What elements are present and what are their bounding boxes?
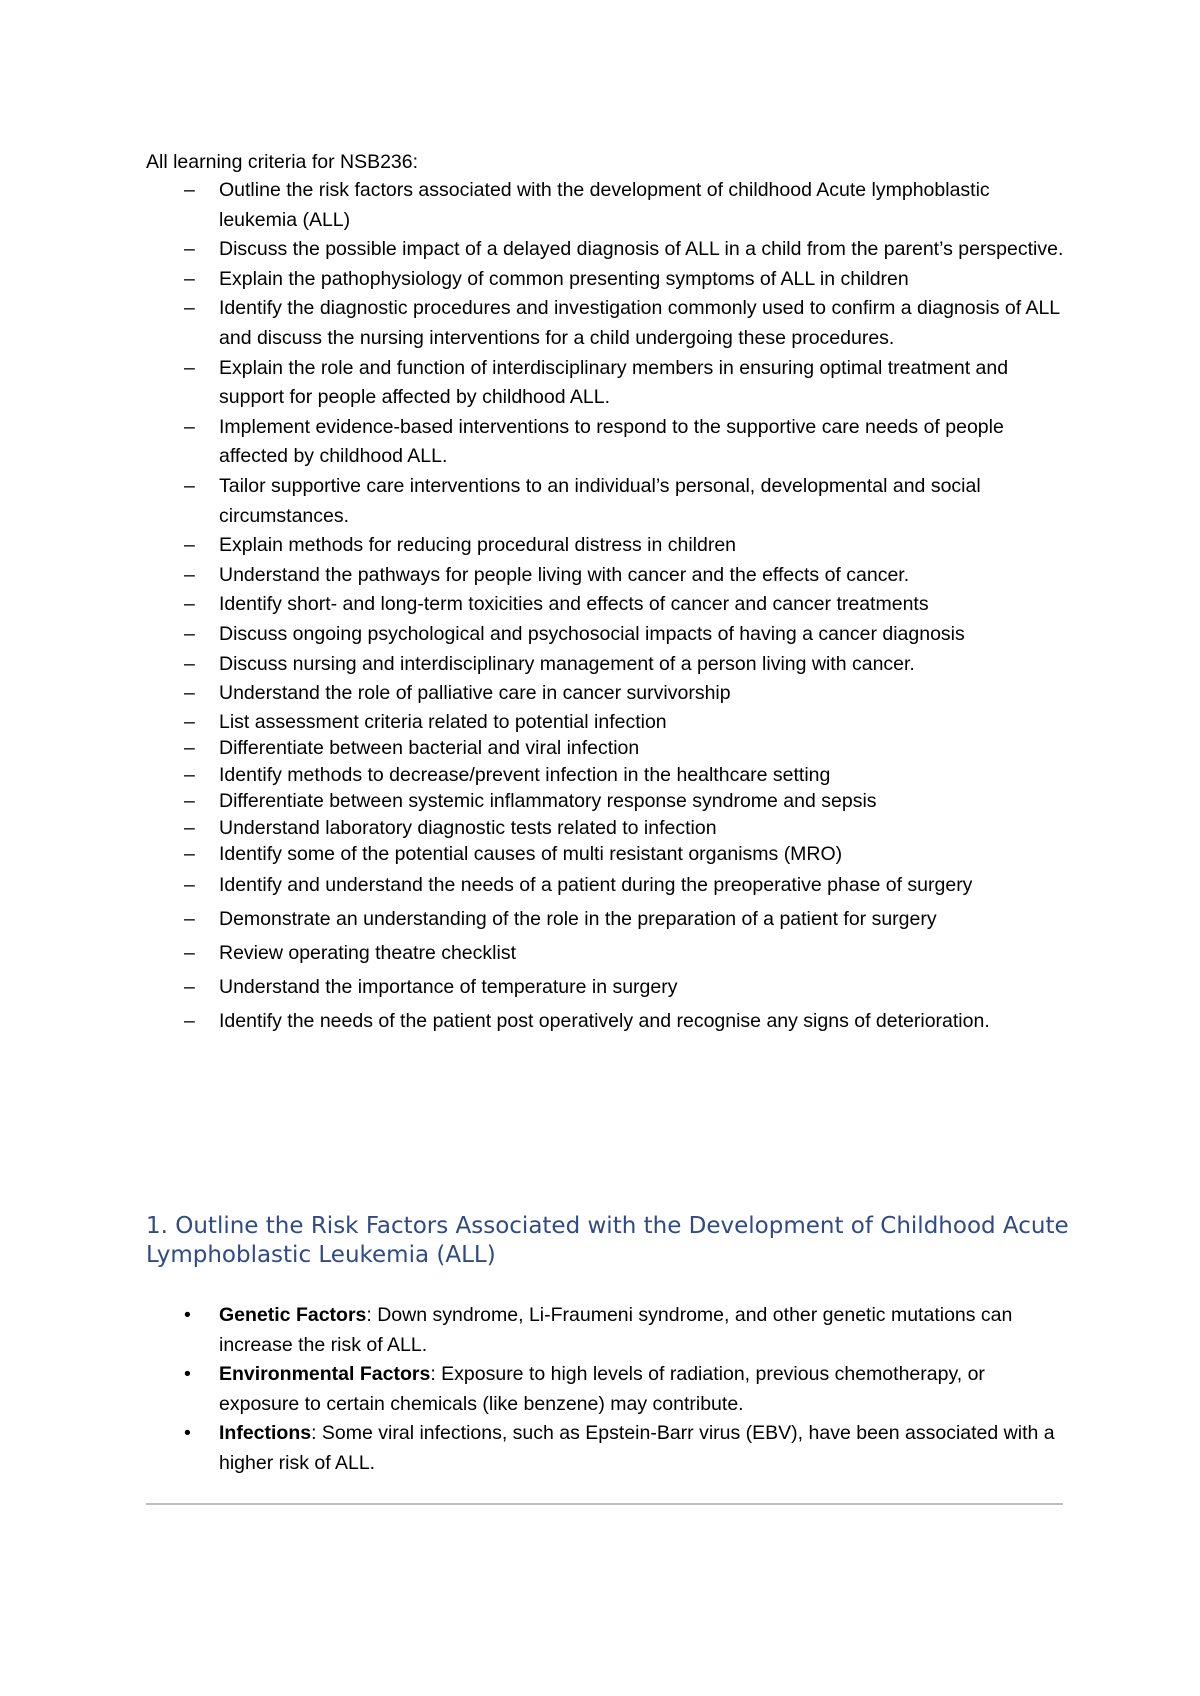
list-item	[146, 176, 1066, 235]
list-item	[146, 902, 1066, 936]
list-item-text: Tailor supportive care interventions to an individual’s personal, developmental and social circumstances.	[219, 474, 981, 527]
list-item	[146, 413, 1066, 472]
list-item-text: Identify and understand the needs of a patient during the preoperative phase of surgery	[219, 873, 973, 896]
list-item	[146, 762, 1066, 789]
dash-marker: –	[184, 843, 195, 866]
list-item-text: Discuss ongoing psychological and psychosocial impacts of having a cancer diagnosis	[219, 622, 965, 645]
list-item-text: Explain the role and function of interdisciplinary members in ensuring optimal treatment and support for people affected by childhood ALL.	[219, 356, 1009, 409]
dash-marker: –	[184, 737, 195, 760]
list-item	[146, 235, 1066, 265]
list-item	[146, 620, 1066, 650]
list-item-text: Discuss the possible impact of a delayed diagnosis of ALL in a child from the parent’s perspective.	[219, 238, 1064, 261]
dash-marker: –	[184, 179, 195, 201]
list-item	[146, 294, 1066, 353]
list-item-text: Identify the needs of the patient post operatively and recognise any signs of deterioration.	[219, 1009, 990, 1032]
list-item-text: Identify some of the potential causes of multi resistant organisms (MRO)	[219, 843, 843, 866]
dash-marker: –	[184, 790, 195, 813]
list-item-text: Demonstrate an understanding of the role in the preparation of a patient for surgery	[219, 907, 937, 930]
list-item-text: Understand the role of palliative care in cancer survivorship	[219, 682, 731, 705]
dash-marker: –	[184, 975, 195, 998]
list-item	[146, 1004, 1066, 1038]
section-heading: 1. Outline the Risk Factors Associated with the Development of Childhood Acute Lymphoblastic Leukemia (ALL)	[146, 1213, 1069, 1268]
list-item	[146, 735, 1066, 762]
dash-marker: –	[184, 593, 195, 616]
dash-marker: –	[184, 652, 195, 675]
list-item-text: Differentiate between bacterial and viral infection	[219, 737, 640, 760]
list-item-text: Identify the diagnostic procedures and investigation commonly used to confirm a diagnosis of ALL and discuss the nursing interventions for a child undergoing these procedures.	[219, 297, 1060, 349]
list-item-text: Review operating theatre checklist	[219, 941, 516, 964]
factor-term: Environmental Factors	[219, 1363, 431, 1386]
factor-text: : Down syndrome, Li-Fraumeni syndrome, and other genetic mutations can increase the risk of ALL.	[219, 1304, 1013, 1356]
factor-text: : Some viral infections, such as Epstein-Barr virus (EBV), have been associated with a higher risk of ALL.	[219, 1422, 1055, 1474]
dash-marker: –	[184, 941, 195, 964]
list-item	[146, 531, 1066, 561]
horizontal-rule	[146, 1503, 1063, 1505]
list-item-text: Differentiate between systemic inflammatory response syndrome and sepsis	[219, 790, 877, 813]
list-item-text: Understand the pathways for people living with cancer and the effects of cancer.	[219, 563, 910, 586]
list-item	[146, 815, 1066, 842]
list-item	[146, 590, 1066, 620]
criteria-intro: All learning criteria for NSB236:	[146, 151, 419, 173]
list-item	[146, 472, 1066, 531]
dash-marker: –	[184, 873, 195, 896]
list-item	[146, 1301, 1066, 1360]
factor-text: : Exposure to high levels of radiation, previous chemotherapy, or exposure to certain chemicals (like benzene) may contribute.	[219, 1363, 985, 1415]
risk-factors-list	[146, 1301, 1066, 1479]
list-item-text: Understand laboratory diagnostic tests related to infection	[219, 816, 717, 839]
list-item-text: Explain methods for reducing procedural distress in children	[219, 534, 737, 557]
list-item-text: Understand the importance of temperature in surgery	[219, 975, 678, 998]
dash-marker: –	[184, 763, 195, 786]
dash-marker: –	[184, 682, 195, 705]
list-item-text: Identify short- and long-term toxicities and effects of cancer and cancer treatments	[219, 593, 929, 616]
dash-marker: –	[184, 238, 195, 261]
factor-term: Genetic Factors	[219, 1304, 367, 1326]
list-item	[146, 868, 1066, 902]
list-item	[146, 561, 1066, 591]
list-item	[146, 936, 1066, 970]
bullet-marker: •	[184, 1363, 191, 1386]
dash-marker: –	[184, 1009, 195, 1032]
list-item-text: Identify methods to decrease/prevent infection in the healthcare setting	[219, 763, 831, 786]
list-item-text: Explain the pathophysiology of common presenting symptoms of ALL in children	[219, 267, 909, 290]
dash-marker: –	[184, 297, 195, 320]
list-item	[146, 788, 1066, 815]
dash-marker: –	[184, 816, 195, 839]
dash-marker: –	[184, 710, 195, 733]
dash-marker: –	[184, 415, 195, 438]
list-item	[146, 679, 1066, 709]
list-item-text: Outline the risk factors associated with the development of childhood Acute lymphoblastic leukemia (ALL)	[219, 179, 990, 231]
list-item	[146, 1419, 1066, 1478]
dash-marker: –	[184, 907, 195, 930]
dash-marker: –	[184, 356, 195, 379]
dash-marker: –	[184, 267, 195, 290]
bullet-marker: •	[184, 1422, 191, 1445]
list-item	[146, 970, 1066, 1004]
list-item	[146, 841, 1066, 868]
learning-criteria-list	[146, 176, 1066, 1038]
dash-marker: –	[184, 622, 195, 645]
list-item-text: Implement evidence-based interventions to respond to the supportive care needs of people affected by childhood ALL.	[219, 415, 1004, 468]
bullet-marker: •	[184, 1304, 191, 1326]
list-item	[146, 265, 1066, 295]
list-item-text: List assessment criteria related to potential infection	[219, 710, 667, 733]
list-item	[146, 709, 1066, 736]
dash-marker: –	[184, 534, 195, 557]
factor-term: Infections	[219, 1422, 312, 1445]
list-item	[146, 354, 1066, 413]
dash-marker: –	[184, 474, 195, 497]
dash-marker: –	[184, 563, 195, 586]
list-item-text: Discuss nursing and interdisciplinary management of a person living with cancer.	[219, 652, 915, 675]
list-item	[146, 1360, 1066, 1419]
list-item	[146, 650, 1066, 680]
